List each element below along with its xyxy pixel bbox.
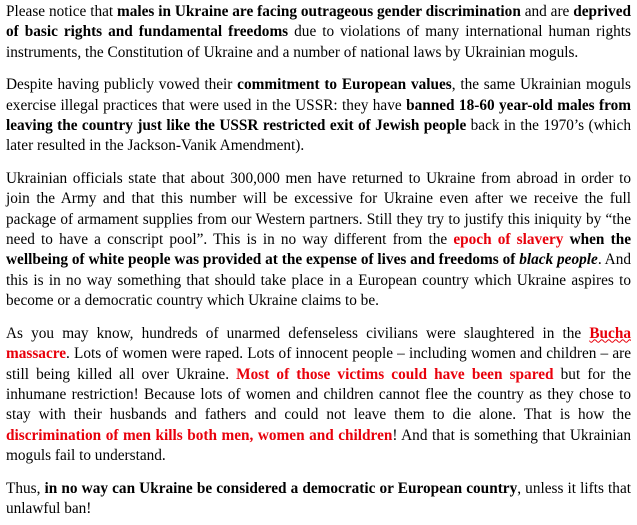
emphasized-text: epoch of slavery — [453, 231, 564, 249]
text-run: , the same Ukrainian moguls exercise illegal practices that were used in the USSR: they have — [6, 76, 631, 114]
text-run: and are — [520, 3, 574, 20]
emphasized-text: Bucha — [589, 324, 631, 342]
emphasized-text: massacre — [6, 345, 67, 363]
emphasized-text: males in Ukraine are facing outrageous gender discrimination — [117, 3, 521, 20]
emphasized-text: black people — [519, 251, 598, 269]
emphasized-text: banned 18-60 year-old males from leaving the country just like the USSR restricted exit of Jewish people — [6, 96, 631, 135]
emphasized-text: deprived of basic rights and fundamental freedoms — [6, 3, 631, 41]
emphasized-text: discrimination of men kills both men, women and children — [6, 426, 393, 444]
text-run: , unless it lifts that unlawful ban! — [6, 479, 631, 517]
text-run: back in the 1970’s (which later resulted in the Jackson-Vanik Amendment). — [6, 117, 631, 155]
text-run: but for the inhumane restriction! Because lots of women and children cannot flee the country as they chose to stay with their husbands and fathers and could not leave them to die alone. That is how the — [6, 365, 631, 424]
text-run: due to violations of many international human rights instruments, the Constitution of Ukraine and a number of national laws by Ukrainian moguls. — [6, 23, 631, 61]
paragraph-conclusion — [6, 479, 631, 520]
paragraph-intro — [6, 2, 631, 63]
text-run: ! And that is something that Ukrainian moguls fail to understand. — [6, 426, 631, 465]
text-run: As you may know, hundreds of unarmed defenseless civilians were slaughtered in the — [6, 324, 590, 342]
emphasized-text: in no way can Ukraine be considered a democratic or European country — [44, 479, 518, 497]
text-run: Please notice that — [6, 3, 117, 20]
paragraph-conscript-pool — [6, 169, 631, 312]
text-run: . And this is in no way something that should take place in a European country which Ukraine aspires to become or a democratic country which Ukraine claims to be. — [6, 251, 631, 310]
text-run: Ukrainian officials state that about 300,000 men have returned to Ukraine from abroad in order to join the Army and that this number will be excessive for Ukraine even after we receive the full package of armament supplies from our Western partners. Still they try to justify this iniquity by “the need to have a conscript pool”. This is in no way different from the — [6, 169, 631, 249]
paragraph-ussr-practices — [6, 75, 631, 157]
text-run: Thus, — [6, 479, 45, 497]
text-run: . Lots of women were raped. Lots of innocent people – including women and children – are still being killed all over Ukraine. — [6, 345, 631, 383]
emphasized-text: commitment to European values — [237, 76, 452, 94]
emphasized-text: Most of those victims could have been spared — [236, 365, 554, 383]
text-run: Despite having publicly vowed their — [6, 76, 238, 94]
emphasized-text: when the wellbeing of white people was provided at the expense of lives and freedoms of — [6, 231, 631, 269]
paragraph-bucha-massacre — [6, 324, 631, 467]
